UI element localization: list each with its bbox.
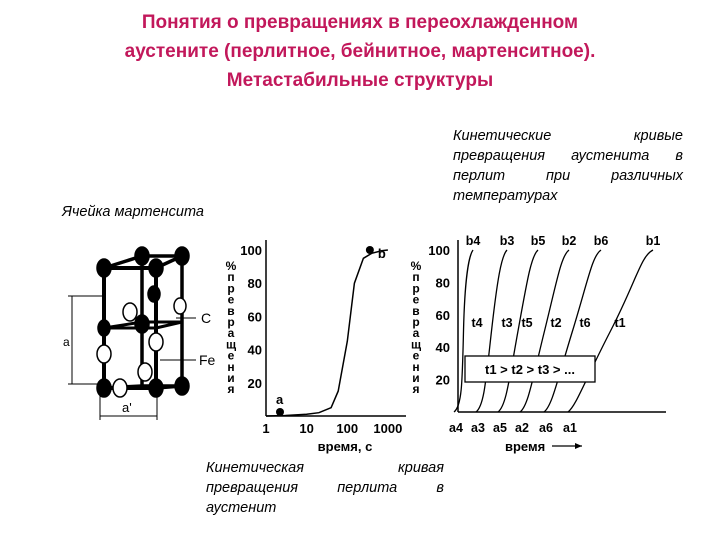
label-fe: Fe bbox=[199, 352, 216, 368]
y-axis-title-char: и bbox=[227, 371, 235, 385]
y-axis-title-char: р bbox=[227, 315, 235, 329]
c-atom bbox=[149, 333, 163, 351]
y-axis-title-char: п bbox=[227, 270, 235, 285]
c-atom bbox=[174, 298, 186, 314]
y-tick-label: 80 bbox=[435, 275, 450, 291]
y-tick-label: 100 bbox=[240, 243, 262, 258]
y-tick-label: 60 bbox=[247, 309, 262, 325]
y-axis-title-char: р bbox=[227, 281, 235, 296]
label-a: a bbox=[63, 335, 70, 349]
label-a-prime: a' bbox=[122, 400, 132, 415]
fe-atom bbox=[135, 315, 149, 333]
point-label: b bbox=[377, 246, 386, 261]
caption-line: Кинетические кривые bbox=[453, 128, 683, 144]
y-axis-title-char: а bbox=[412, 326, 420, 341]
y-axis-title-char: % bbox=[225, 259, 237, 273]
kinetic-curves-family-chart bbox=[411, 234, 666, 454]
y-axis-title-char: е bbox=[412, 292, 420, 307]
x-axis-title: время, с bbox=[317, 439, 373, 454]
series-line bbox=[520, 250, 569, 412]
series-line bbox=[568, 250, 653, 412]
title-line-2: аустените (перлитное, бейнитное, мартенситное). bbox=[124, 41, 596, 62]
end-label: b4 bbox=[465, 234, 481, 248]
y-tick-label: 100 bbox=[428, 243, 450, 258]
fe-atom bbox=[98, 320, 110, 336]
end-label: b2 bbox=[561, 234, 577, 248]
fe-atom bbox=[175, 377, 189, 395]
y-tick-label: 60 bbox=[435, 307, 450, 323]
curve-label: t1 bbox=[614, 316, 626, 330]
data-point bbox=[366, 246, 374, 254]
caption-line: Кинетическая кривая bbox=[206, 460, 444, 476]
caption-line: превращения аустенита в bbox=[453, 148, 683, 164]
caption-line: аустенит bbox=[206, 500, 277, 516]
fe-atom bbox=[97, 379, 111, 397]
y-axis-title-char: % bbox=[410, 259, 422, 273]
end-label: b3 bbox=[499, 234, 515, 248]
curve-label: t2 bbox=[550, 316, 562, 330]
start-label: a5 bbox=[493, 421, 507, 435]
y-axis-title-char: в bbox=[227, 303, 235, 318]
curve-label: t3 bbox=[501, 316, 513, 330]
c-atom bbox=[138, 363, 152, 381]
label-c: C bbox=[201, 310, 212, 326]
y-tick-label: 20 bbox=[247, 375, 262, 391]
y-axis-title-char: е bbox=[412, 348, 420, 363]
curve-label: t5 bbox=[521, 316, 533, 330]
y-axis-title-char: я bbox=[227, 382, 235, 397]
y-axis-title-char: н bbox=[412, 359, 420, 374]
martensite-lattice bbox=[68, 256, 196, 420]
x-axis-arrowhead bbox=[575, 443, 582, 449]
curve-label: t6 bbox=[579, 316, 591, 330]
y-axis-title-char: р bbox=[412, 315, 420, 329]
x-tick-label: 100 bbox=[336, 421, 359, 436]
start-label: a3 bbox=[471, 421, 485, 435]
start-label: a2 bbox=[515, 421, 529, 435]
curve-label: t4 bbox=[471, 316, 483, 330]
fe-atom bbox=[149, 379, 163, 397]
caption-line: превращения перлита в bbox=[206, 480, 444, 496]
series-line bbox=[498, 250, 538, 412]
y-tick-label: 40 bbox=[247, 342, 262, 358]
y-axis-title-char: я bbox=[412, 382, 420, 397]
x-tick-label: 10 bbox=[299, 421, 314, 436]
y-tick-label: 20 bbox=[435, 372, 450, 388]
data-point bbox=[276, 408, 284, 416]
fe-atom bbox=[175, 247, 189, 265]
title-line-3: Метастабильные структуры bbox=[226, 70, 494, 91]
start-label: a1 bbox=[563, 421, 577, 435]
x-tick-label: 1000 bbox=[373, 421, 403, 436]
x-tick-label: 1 bbox=[262, 421, 270, 436]
y-axis-title-char: н bbox=[227, 359, 235, 374]
y-axis-title-char: п bbox=[412, 270, 420, 285]
y-axis-title-char: щ bbox=[225, 337, 237, 352]
end-label: b5 bbox=[530, 234, 546, 248]
end-label: b6 bbox=[593, 234, 609, 248]
y-axis-title-char: щ bbox=[410, 337, 422, 352]
series-line bbox=[544, 250, 601, 412]
kinetic-curve-chart bbox=[226, 240, 406, 454]
fe-atom bbox=[97, 259, 111, 277]
y-tick-label: 80 bbox=[247, 276, 262, 292]
series-line bbox=[476, 250, 507, 412]
start-label: a4 bbox=[449, 421, 463, 435]
y-tick-label: 40 bbox=[435, 340, 450, 356]
title-line-1: Понятия о превращениях в переохлажденном bbox=[141, 12, 579, 33]
point-label: a bbox=[276, 392, 284, 407]
martensite-cell-caption: Ячейка мартенсита bbox=[62, 204, 204, 220]
y-axis-title-char: е bbox=[227, 292, 235, 307]
fe-atom bbox=[148, 286, 160, 302]
end-label: b1 bbox=[645, 234, 661, 248]
caption-line: температурах bbox=[453, 188, 558, 204]
relation-label: t1 > t2 > t3 > ... bbox=[485, 362, 575, 377]
y-axis-title-char: в bbox=[412, 303, 420, 318]
y-axis-title-char: р bbox=[412, 281, 420, 296]
series-line bbox=[454, 250, 473, 412]
y-axis-title-char: е bbox=[227, 348, 235, 363]
x-axis-title: время bbox=[505, 439, 546, 454]
y-axis-title-char: и bbox=[412, 371, 420, 385]
c-atom bbox=[97, 345, 111, 363]
caption-line: перлит при различных bbox=[453, 168, 683, 184]
c-atom bbox=[113, 379, 127, 397]
start-label: a6 bbox=[539, 421, 553, 435]
y-axis-title-char: а bbox=[227, 326, 235, 341]
c-atom bbox=[123, 303, 137, 321]
series-line bbox=[266, 250, 388, 416]
